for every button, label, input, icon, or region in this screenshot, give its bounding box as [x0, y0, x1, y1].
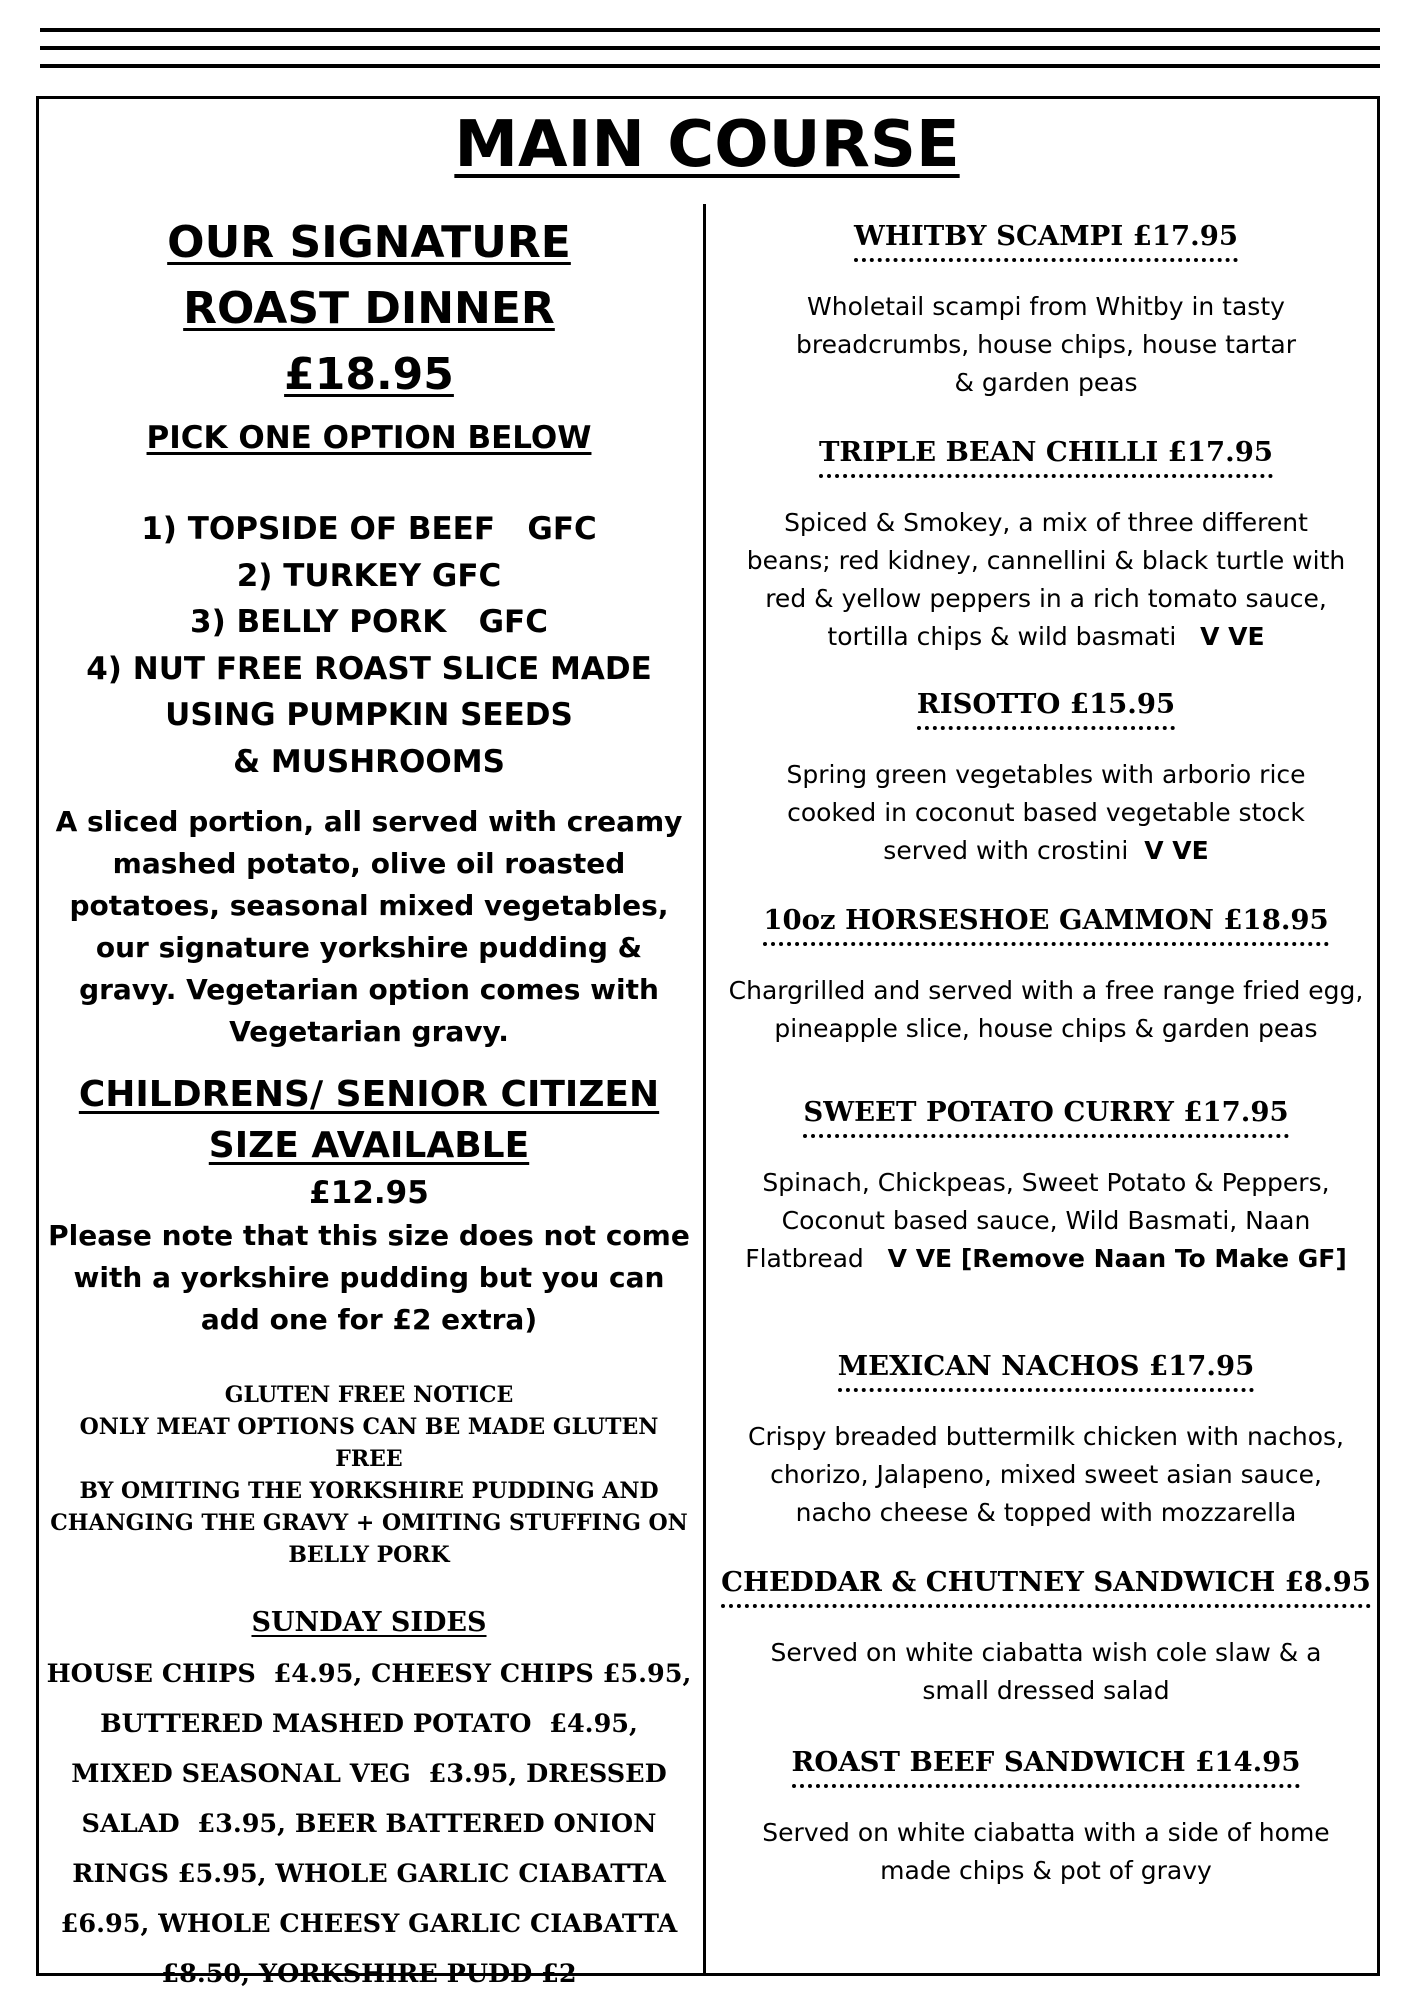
desc-line: chorizo, Jalapeno, mixed sweet asian sauce,	[770, 1460, 1322, 1489]
desc-line: made chips & pot of gravy	[880, 1856, 1212, 1885]
desc-text: tortilla chips & wild basmati	[827, 622, 1177, 651]
item-title: MEXICAN NACHOS £17.95	[838, 1346, 1255, 1392]
roast-option: & MUSHROOMS	[233, 743, 505, 780]
desc-line: Spring green vegetables with arborio rice	[786, 760, 1306, 789]
item-description	[712, 504, 1380, 656]
desc-line: beans; red kidney, cannellini & black turtle with	[746, 546, 1346, 575]
gf-line: BELLY PORK	[288, 1542, 450, 1568]
desc-line: cooked in coconut based vegetable stock	[787, 798, 1305, 827]
item-description	[712, 972, 1380, 1048]
children-price: £12.95	[309, 1175, 429, 1211]
sides-title: SUNDAY SIDES	[251, 1607, 487, 1638]
item-title: ROAST BEEF SANDWICH £14.95	[792, 1742, 1301, 1788]
desc-text: Flatbread	[745, 1244, 864, 1273]
dietary-tag: V VE	[1144, 836, 1209, 865]
desc-text: served with crostini	[883, 836, 1129, 865]
desc-line: small dressed salad	[922, 1676, 1170, 1705]
desc-line: Spinach, Chickpeas, Sweet Potato & Peppers,	[762, 1168, 1330, 1197]
desc-line: Wholetail scampi from Whitby in tasty	[807, 292, 1285, 321]
menu-item	[712, 1742, 1380, 1890]
top-rule-1	[40, 28, 1380, 32]
children-note: Please note that this size does not come with a yorkshire pudding but you can add one for £2 extra)	[48, 1219, 690, 1336]
item-description	[712, 1164, 1380, 1278]
gf-line: GLUTEN FREE NOTICE	[224, 1382, 514, 1408]
desc-line	[712, 618, 1380, 656]
item-description	[712, 1418, 1380, 1532]
gf-line: ONLY MEAT OPTIONS CAN BE MADE GLUTEN FREE	[79, 1414, 659, 1472]
column-divider	[703, 204, 706, 1976]
dietary-tag: V VE [Remove Naan To Make GF]	[887, 1244, 1347, 1273]
roast-option: 2) TURKEY GFC	[236, 557, 502, 594]
roast-option: 4) NUT FREE ROAST SLICE MADE	[86, 650, 652, 687]
desc-line: pineapple slice, house chips & garden peas	[774, 1014, 1318, 1043]
sides-line: HOUSE CHIPS £4.95, CHEESY CHIPS £5.95,	[46, 1659, 692, 1689]
desc-line: Chargrilled and served with a free range fried egg,	[728, 976, 1364, 1005]
sides-line: SALAD £3.95, BEER BATTERED ONION	[81, 1809, 657, 1839]
desc-line: Coconut based sauce, Wild Basmati, Naan	[781, 1206, 1311, 1235]
item-title: SWEET POTATO CURRY £17.95	[803, 1092, 1288, 1138]
desc-line: Spiced & Smokey, a mix of three different	[784, 508, 1308, 537]
menu-item	[712, 432, 1380, 656]
gf-line: BY OMITING THE YORKSHIRE PUDDING AND	[79, 1478, 659, 1504]
menu-item	[712, 900, 1380, 1048]
item-description	[712, 1814, 1380, 1890]
roast-option: 3) BELLY PORK GFC	[190, 604, 548, 640]
top-rule-2	[40, 46, 1380, 50]
menu-item	[712, 1092, 1380, 1278]
dietary-tag: V VE	[1200, 622, 1265, 651]
gluten-free-notice	[44, 1379, 694, 1571]
item-title: RISOTTO £15.95	[917, 684, 1175, 730]
signature-price: £18.95	[284, 349, 454, 400]
desc-line: Served on white ciabatta with a side of home	[762, 1818, 1330, 1847]
desc-line: breadcrumbs, house chips, house tartar	[796, 330, 1296, 359]
children-title-line: CHILDRENS/ SENIOR CITIZEN	[78, 1074, 660, 1115]
item-description	[712, 1634, 1380, 1710]
item-description	[712, 756, 1380, 870]
menu-item	[712, 1346, 1380, 1532]
sides-line: £6.95, WHOLE CHEESY GARLIC CIABATTA	[60, 1909, 678, 1939]
desc-line: & garden peas	[954, 368, 1138, 397]
pick-option-label: PICK ONE OPTION BELOW	[146, 420, 592, 456]
top-rule-3	[40, 64, 1380, 68]
item-title: WHITBY SCAMPI £17.95	[854, 216, 1238, 262]
signature-title-line: ROAST DINNER	[183, 283, 555, 334]
sides-line: MIXED SEASONAL VEG £3.95, DRESSED	[71, 1759, 667, 1789]
item-title: TRIPLE BEAN CHILLI £17.95	[819, 432, 1273, 478]
menu-item	[712, 1562, 1380, 1710]
desc-line	[712, 832, 1380, 870]
menu-item	[712, 684, 1380, 870]
signature-section	[44, 210, 694, 1999]
page-title: MAIN COURSE	[454, 108, 960, 182]
item-description	[712, 288, 1380, 402]
children-title-line: SIZE AVAILABLE	[208, 1125, 530, 1166]
signature-title-line: OUR SIGNATURE	[167, 217, 571, 268]
roast-option: USING PUMPKIN SEEDS	[165, 697, 573, 733]
sides-line: RINGS £5.95, WHOLE GARLIC CIABATTA	[72, 1859, 666, 1889]
item-title: CHEDDAR & CHUTNEY SANDWICH £8.95	[721, 1562, 1371, 1608]
roast-description: A sliced portion, all served with creamy mashed potato, olive oil roasted potatoes, seasonal mixed vegetables, our signature yorkshire pudding & gravy. Vegetarian option comes with Vegetarian gravy.	[55, 805, 683, 1048]
roast-options	[44, 506, 694, 785]
desc-line: Crispy breaded buttermilk chicken with nachos,	[748, 1422, 1344, 1451]
desc-line	[712, 1240, 1380, 1278]
gf-line: CHANGING THE GRAVY + OMITING STUFFING ON	[50, 1510, 688, 1536]
sides-list	[44, 1649, 694, 1999]
desc-line: nacho cheese & topped with mozzarella	[795, 1498, 1297, 1527]
sides-line: BUTTERED MASHED POTATO £4.95,	[100, 1709, 638, 1739]
sides-line: £8.50, YORKSHIRE PUDD £2	[161, 1959, 577, 1989]
item-title: 10oz HORSESHOE GAMMON £18.95	[763, 900, 1328, 946]
roast-option: 1) TOPSIDE OF BEEF GFC	[141, 511, 597, 547]
desc-line: red & yellow peppers in a rich tomato sauce,	[765, 584, 1327, 613]
menu-item	[712, 216, 1380, 402]
desc-line: Served on white ciabatta wish cole slaw & a	[770, 1638, 1322, 1667]
